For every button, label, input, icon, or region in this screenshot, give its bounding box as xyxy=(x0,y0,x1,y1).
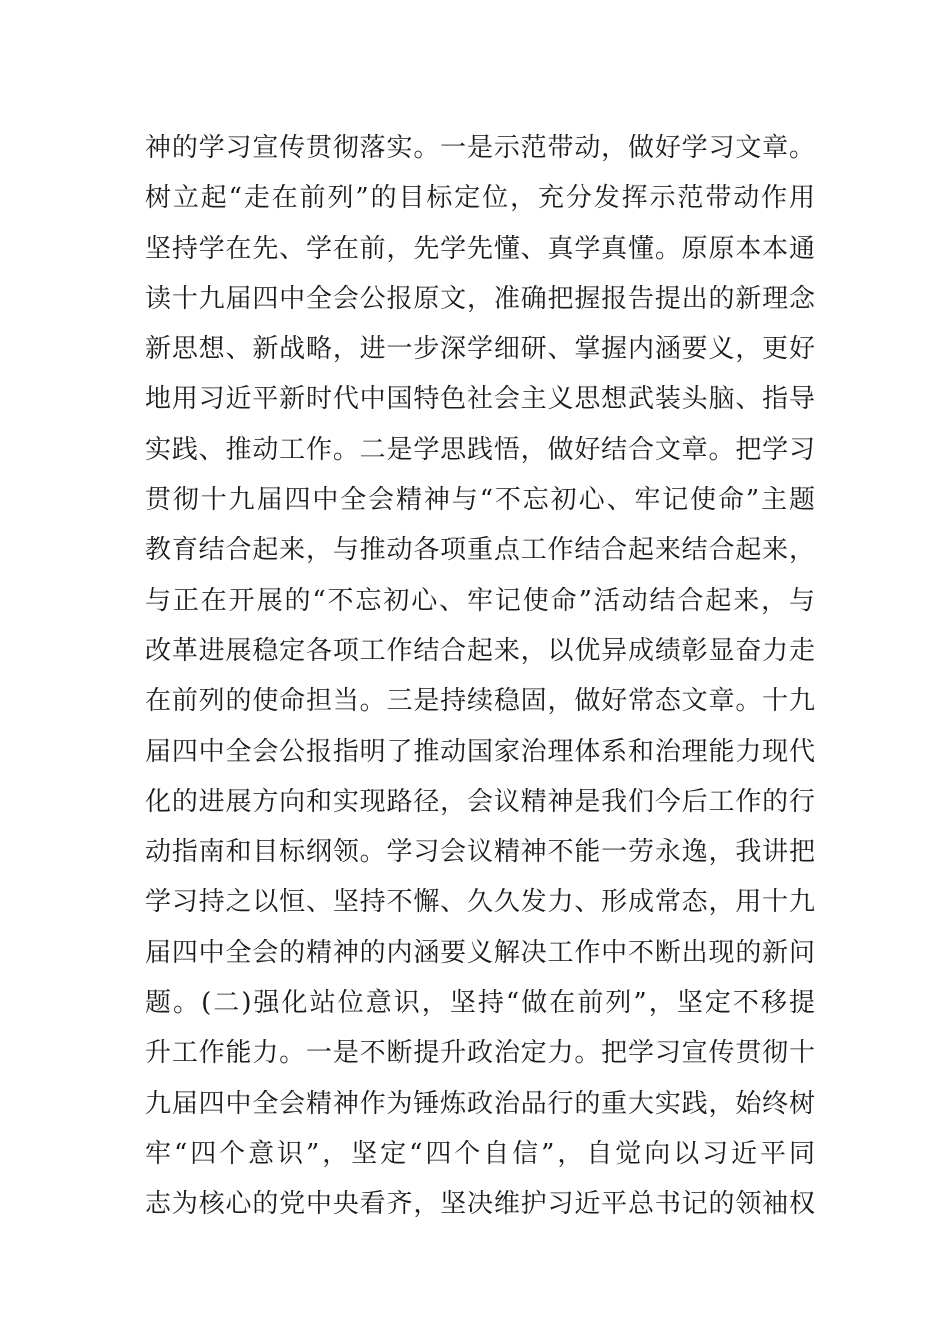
text-line-13: 届四中全会公报指明了推动国家治理体系和治理能力现代 xyxy=(145,736,815,767)
text-line-16: 学习持之以恒、坚持不懈、久久发力、形成常态，用十九 xyxy=(145,887,815,918)
text-line-17: 届四中全会的精神的内涵要义解决工作中不断出现的新问 xyxy=(145,937,815,968)
text-line-20: 九届四中全会精神作为锤炼政治品行的重大实践，始终树 xyxy=(145,1088,815,1119)
body-text xyxy=(145,123,815,1230)
text-line-2: 树立起“走在前列”的目标定位，充分发挥示范带动作用 xyxy=(145,183,815,214)
text-line-5: 新思想、新战略，进一步深学细研、掌握内涵要义，更好 xyxy=(145,334,815,365)
text-line-6: 地用习近平新时代中国特色社会主义思想武装头脑、指导 xyxy=(145,384,815,415)
text-line-1: 神的学习宣传贯彻落实。一是示范带动，做好学习文章。 xyxy=(145,133,815,163)
text-line-4: 读十九届四中全会公报原文，准确把握报告提出的新理念 xyxy=(145,283,815,314)
text-line-3: 坚持学在先、学在前，先学先懂、真学真懂。原原本本通 xyxy=(145,233,815,264)
text-line-19: 升工作能力。一是不断提升政治定力。把学习宣传贯彻十 xyxy=(145,1038,815,1069)
text-line-21: 牢“四个意识”，坚定“四个自信”，自觉向以习近平同 xyxy=(145,1138,815,1169)
text-line-12: 在前列的使命担当。三是持续稳固，做好常态文章。十九 xyxy=(145,686,815,717)
text-line-14: 化的进展方向和实现路径，会议精神是我们今后工作的行 xyxy=(145,786,815,817)
text-line-10: 与正在开展的“不忘初心、牢记使命”活动结合起来，与 xyxy=(145,585,815,616)
text-line-8: 贯彻十九届四中全会精神与“不忘初心、牢记使命”主题 xyxy=(145,485,815,516)
text-line-18: 题。(二)强化站位意识，坚持“做在前列”，坚定不移提 xyxy=(145,988,815,1019)
text-line-7: 实践、推动工作。二是学思践悟，做好结合文章。把学习 xyxy=(145,434,815,465)
text-line-22: 志为核心的党中央看齐，坚决维护习近平总书记的领袖权 xyxy=(145,1189,815,1220)
text-line-9: 教育结合起来，与推动各项重点工作结合起来结合起来， xyxy=(145,535,815,566)
text-line-15: 动指南和目标纲领。学习会议精神不能一劳永逸，我讲把 xyxy=(145,837,815,868)
text-line-11: 改革进展稳定各项工作结合起来，以优异成绩彰显奋力走 xyxy=(145,635,815,666)
